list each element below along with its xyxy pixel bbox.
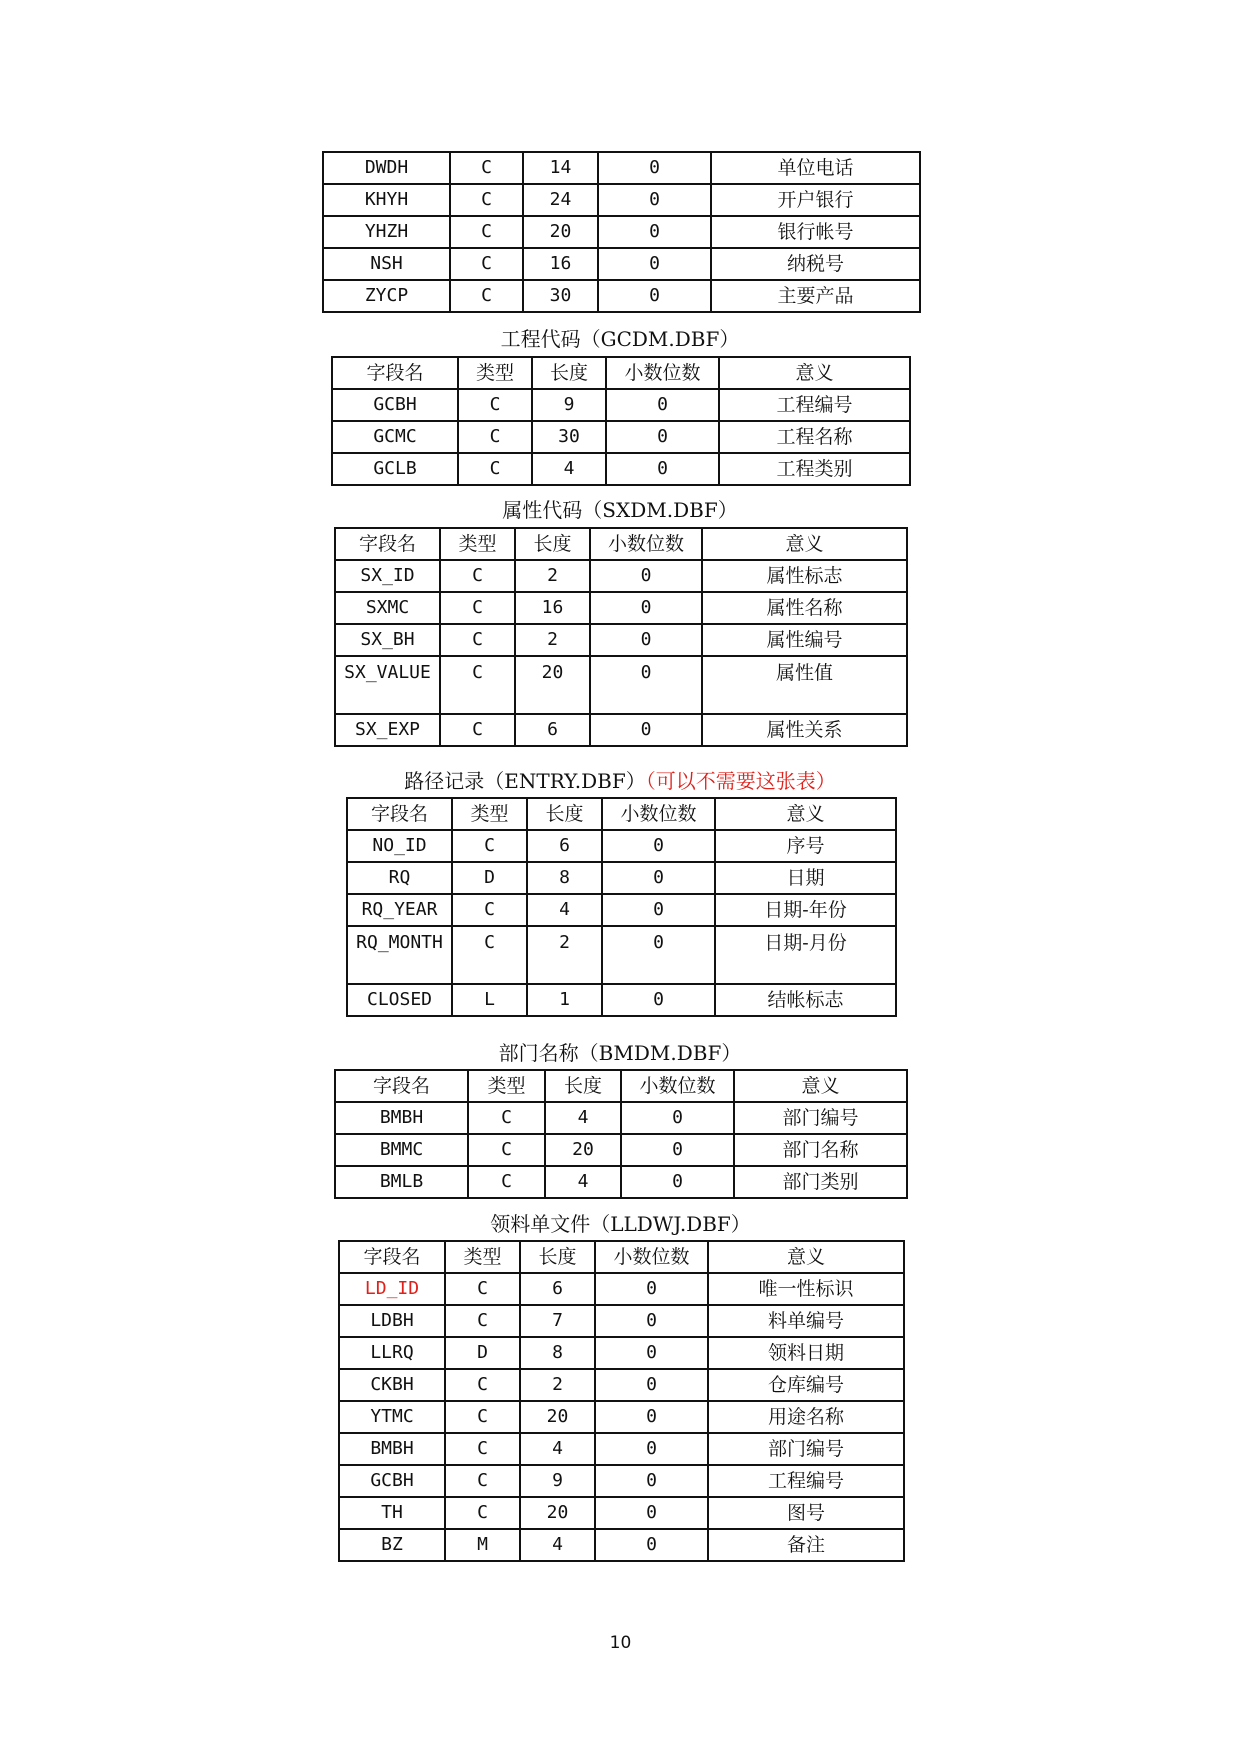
table-cell: 部门编号 xyxy=(734,1102,907,1134)
table-cell: 主要产品 xyxy=(711,280,920,312)
table-cell: 单位电话 xyxy=(711,152,920,184)
table-cell: 图号 xyxy=(708,1497,904,1529)
table-cell: BMLB xyxy=(335,1166,468,1198)
table-body xyxy=(335,560,907,746)
table-cell: NO_ID xyxy=(347,830,452,862)
table-cell: 日期 xyxy=(715,862,896,894)
table-cell: 0 xyxy=(590,656,702,714)
header-cell: 长度 xyxy=(527,798,602,830)
table-cell: 0 xyxy=(590,592,702,624)
table-cell: 2 xyxy=(515,560,590,592)
table-cell: D xyxy=(452,862,527,894)
table-cell: 0 xyxy=(602,894,715,926)
table-cell: 30 xyxy=(523,280,598,312)
table-cell: C xyxy=(450,184,523,216)
table-cell: 0 xyxy=(621,1166,734,1198)
table-cell: 0 xyxy=(598,280,711,312)
field-table xyxy=(334,527,908,747)
header-cell: 类型 xyxy=(452,798,527,830)
table-cell: 2 xyxy=(515,624,590,656)
table-cell: C xyxy=(445,1465,520,1497)
field-table xyxy=(346,797,897,1017)
table-row xyxy=(335,714,907,746)
table-cell: LD_ID xyxy=(339,1273,445,1305)
table-cell: 结帐标志 xyxy=(715,984,896,1016)
table-cell: RQ_YEAR xyxy=(347,894,452,926)
table-cell: C xyxy=(452,830,527,862)
table-cell: C xyxy=(468,1134,545,1166)
table-cell: 20 xyxy=(520,1401,595,1433)
header-cell: 类型 xyxy=(440,528,515,560)
table-cell: 16 xyxy=(523,248,598,280)
table-row xyxy=(339,1401,904,1433)
table-cell: 4 xyxy=(545,1166,621,1198)
table-cell: 7 xyxy=(520,1305,595,1337)
table-cell: 工程类别 xyxy=(719,453,910,485)
table-cell: 0 xyxy=(595,1369,708,1401)
table-cell: 0 xyxy=(590,624,702,656)
table-cell: 4 xyxy=(520,1529,595,1561)
table-cell: 仓库编号 xyxy=(708,1369,904,1401)
table-cell: 属性名称 xyxy=(702,592,907,624)
header-cell: 长度 xyxy=(515,528,590,560)
header-cell: 意义 xyxy=(708,1241,904,1273)
table-cell: 属性关系 xyxy=(702,714,907,746)
table-cell: C xyxy=(445,1369,520,1401)
table-row xyxy=(335,560,907,592)
table-row xyxy=(335,1166,907,1198)
table-cell: C xyxy=(450,152,523,184)
table-cell: 16 xyxy=(515,592,590,624)
table-cell: LLRQ xyxy=(339,1337,445,1369)
table-cell: C xyxy=(452,926,527,984)
table-cell: 部门编号 xyxy=(708,1433,904,1465)
table-cell: 工程编号 xyxy=(719,389,910,421)
table-row xyxy=(347,862,896,894)
table-cell: C xyxy=(468,1166,545,1198)
table-cell: 备注 xyxy=(708,1529,904,1561)
table-cell: 日期-月份 xyxy=(715,926,896,984)
table-cell: 30 xyxy=(532,421,606,453)
table-cell: 属性标志 xyxy=(702,560,907,592)
table-cell: C xyxy=(450,248,523,280)
table-sxdm xyxy=(334,527,908,747)
table-cell: 4 xyxy=(545,1102,621,1134)
table-caption-bmdm: 部门名称（BMDM.DBF） xyxy=(498,1041,742,1065)
table-cell: 0 xyxy=(602,984,715,1016)
table-cell: 4 xyxy=(527,894,602,926)
table-cell: BZ xyxy=(339,1529,445,1561)
table-row xyxy=(323,152,920,184)
table-cell: C xyxy=(445,1401,520,1433)
header-cell: 字段名 xyxy=(339,1241,445,1273)
table-cell: RQ xyxy=(347,862,452,894)
table-cell: SX_ID xyxy=(335,560,440,592)
table-cell: 8 xyxy=(520,1337,595,1369)
table-cell: 14 xyxy=(523,152,598,184)
table-cell: C xyxy=(440,714,515,746)
header-cell: 意义 xyxy=(715,798,896,830)
table-body xyxy=(335,1102,907,1198)
table-cell: NSH xyxy=(323,248,450,280)
table-cell: 0 xyxy=(606,453,719,485)
header-cell: 字段名 xyxy=(347,798,452,830)
table-cell: 0 xyxy=(595,1337,708,1369)
table-cell: CKBH xyxy=(339,1369,445,1401)
table-cell: 用途名称 xyxy=(708,1401,904,1433)
table-cell: 0 xyxy=(595,1497,708,1529)
table-cell: 0 xyxy=(598,216,711,248)
table-row xyxy=(335,1102,907,1134)
table-cell: 领料日期 xyxy=(708,1337,904,1369)
header-cell: 意义 xyxy=(734,1070,907,1102)
table-cell: 纳税号 xyxy=(711,248,920,280)
table-cell: SX_VALUE xyxy=(335,656,440,714)
table-cell: C xyxy=(445,1497,520,1529)
table-cell: C xyxy=(458,389,532,421)
header-cell: 类型 xyxy=(445,1241,520,1273)
table-caption-sxdm: 属性代码（SXDM.DBF） xyxy=(502,498,738,522)
table-cell: 8 xyxy=(527,862,602,894)
table-cell: C xyxy=(440,656,515,714)
table-row xyxy=(347,830,896,862)
table-row xyxy=(339,1337,904,1369)
table-cell: C xyxy=(450,280,523,312)
header-cell: 类型 xyxy=(458,357,532,389)
header-cell: 字段名 xyxy=(332,357,458,389)
table-cell: 2 xyxy=(520,1369,595,1401)
table-cell: 20 xyxy=(545,1134,621,1166)
header-cell: 小数位数 xyxy=(606,357,719,389)
table-cell: YTMC xyxy=(339,1401,445,1433)
field-table xyxy=(338,1240,905,1562)
table-cell: GCBH xyxy=(339,1465,445,1497)
table-cell: 工程编号 xyxy=(708,1465,904,1497)
header-cell: 意义 xyxy=(719,357,910,389)
table-cell: 0 xyxy=(606,389,719,421)
table-cell: 0 xyxy=(595,1433,708,1465)
table-row xyxy=(335,1134,907,1166)
header-cell: 长度 xyxy=(532,357,606,389)
table-row xyxy=(339,1273,904,1305)
table-cell: 0 xyxy=(595,1273,708,1305)
table-cell: C xyxy=(445,1273,520,1305)
table-caption-lldwj: 领料单文件（LLDWJ.DBF） xyxy=(490,1212,751,1236)
table-cell: 日期-年份 xyxy=(715,894,896,926)
table-cell: 0 xyxy=(595,1401,708,1433)
table-cell: 0 xyxy=(595,1305,708,1337)
table-row xyxy=(347,926,896,984)
table-header xyxy=(335,528,907,560)
header-cell: 字段名 xyxy=(335,528,440,560)
table-cell: 0 xyxy=(602,926,715,984)
table-header xyxy=(332,357,910,389)
table-cell: 20 xyxy=(515,656,590,714)
table-cell: 0 xyxy=(621,1134,734,1166)
table-cell: 序号 xyxy=(715,830,896,862)
table-header xyxy=(339,1241,904,1273)
table-cell: YHZH xyxy=(323,216,450,248)
table-row xyxy=(347,894,896,926)
table-cell: 2 xyxy=(527,926,602,984)
table-cell: SX_EXP xyxy=(335,714,440,746)
table-cell: 0 xyxy=(595,1529,708,1561)
table-cell: D xyxy=(445,1337,520,1369)
table-row xyxy=(347,984,896,1016)
table-cell: 0 xyxy=(598,152,711,184)
table-bmdm xyxy=(334,1069,908,1199)
table-cell: SXMC xyxy=(335,592,440,624)
table-cell: 工程名称 xyxy=(719,421,910,453)
table-row xyxy=(335,656,907,714)
header-cell: 小数位数 xyxy=(621,1070,734,1102)
table-cell: 20 xyxy=(523,216,598,248)
table-cell: 6 xyxy=(527,830,602,862)
table-cell: 9 xyxy=(520,1465,595,1497)
table-body xyxy=(347,830,896,1016)
table-caption-entry xyxy=(300,765,940,794)
table-cell: C xyxy=(468,1102,545,1134)
header-cell: 小数位数 xyxy=(602,798,715,830)
field-table xyxy=(331,356,911,486)
table-cell: 1 xyxy=(527,984,602,1016)
table-body xyxy=(323,152,920,312)
caption-title: 路径记录（ENTRY.DBF） xyxy=(404,769,646,793)
table-cell: 0 xyxy=(595,1465,708,1497)
header-cell: 意义 xyxy=(702,528,907,560)
table-cell: CLOSED xyxy=(347,984,452,1016)
table-row xyxy=(323,280,920,312)
table-cell: 0 xyxy=(598,184,711,216)
table-cell: 6 xyxy=(520,1273,595,1305)
header-cell: 小数位数 xyxy=(590,528,702,560)
table-row xyxy=(332,421,910,453)
header-row xyxy=(332,357,910,389)
table-cell: 属性值 xyxy=(702,656,907,714)
table-cell: 0 xyxy=(602,830,715,862)
table-cell: BMMC xyxy=(335,1134,468,1166)
header-cell: 类型 xyxy=(468,1070,545,1102)
table-lldwj xyxy=(338,1240,905,1562)
table-cell: C xyxy=(450,216,523,248)
table-row xyxy=(339,1465,904,1497)
header-row xyxy=(335,1070,907,1102)
table-row xyxy=(323,248,920,280)
table-cell: DWDH xyxy=(323,152,450,184)
table-cell: 银行帐号 xyxy=(711,216,920,248)
table-row xyxy=(339,1369,904,1401)
table-cell: 4 xyxy=(520,1433,595,1465)
table-cell: GCMC xyxy=(332,421,458,453)
table-cell: C xyxy=(458,421,532,453)
table-row xyxy=(339,1433,904,1465)
page-number: 10 xyxy=(609,1633,632,1653)
header-row xyxy=(335,528,907,560)
table-cell: 24 xyxy=(523,184,598,216)
table-cell: C xyxy=(445,1433,520,1465)
header-cell: 字段名 xyxy=(335,1070,468,1102)
table-row xyxy=(332,453,910,485)
field-table xyxy=(322,151,921,313)
table-cell: BMBH xyxy=(339,1433,445,1465)
table-cell: 0 xyxy=(590,714,702,746)
field-table xyxy=(334,1069,908,1199)
table-row xyxy=(332,389,910,421)
table-cell: C xyxy=(440,624,515,656)
table-cell: 0 xyxy=(606,421,719,453)
table-cell: M xyxy=(445,1529,520,1561)
table-continued xyxy=(322,151,921,313)
table-cell: ZYCP xyxy=(323,280,450,312)
table-cell: C xyxy=(458,453,532,485)
table-cell: 料单编号 xyxy=(708,1305,904,1337)
table-body xyxy=(339,1273,904,1561)
table-cell: RQ_MONTH xyxy=(347,926,452,984)
table-row xyxy=(323,184,920,216)
table-row xyxy=(339,1305,904,1337)
table-cell: C xyxy=(440,560,515,592)
table-body xyxy=(332,389,910,485)
header-cell: 小数位数 xyxy=(595,1241,708,1273)
table-cell: 唯一性标识 xyxy=(708,1273,904,1305)
table-cell: C xyxy=(452,894,527,926)
table-cell: LDBH xyxy=(339,1305,445,1337)
table-gcdm xyxy=(331,356,911,486)
table-entry xyxy=(346,797,897,1017)
table-cell: 0 xyxy=(602,862,715,894)
table-cell: 20 xyxy=(520,1497,595,1529)
table-row xyxy=(335,624,907,656)
table-caption-gcdm: 工程代码（GCDM.DBF） xyxy=(500,327,740,351)
table-cell: TH xyxy=(339,1497,445,1529)
header-row xyxy=(339,1241,904,1273)
table-cell: 0 xyxy=(621,1102,734,1134)
table-cell: 9 xyxy=(532,389,606,421)
table-row xyxy=(335,592,907,624)
header-row xyxy=(347,798,896,830)
table-row xyxy=(323,216,920,248)
table-cell: L xyxy=(452,984,527,1016)
table-cell: 0 xyxy=(598,248,711,280)
table-cell: 部门类别 xyxy=(734,1166,907,1198)
table-cell: 开户银行 xyxy=(711,184,920,216)
table-header xyxy=(335,1070,907,1102)
table-cell: 0 xyxy=(590,560,702,592)
header-cell: 长度 xyxy=(545,1070,621,1102)
table-header xyxy=(347,798,896,830)
table-cell: 4 xyxy=(532,453,606,485)
table-cell: KHYH xyxy=(323,184,450,216)
table-cell: 部门名称 xyxy=(734,1134,907,1166)
table-cell: C xyxy=(445,1305,520,1337)
table-cell: SX_BH xyxy=(335,624,440,656)
table-cell: GCLB xyxy=(332,453,458,485)
table-cell: BMBH xyxy=(335,1102,468,1134)
table-cell: 属性编号 xyxy=(702,624,907,656)
header-cell: 长度 xyxy=(520,1241,595,1273)
table-row xyxy=(339,1529,904,1561)
table-cell: GCBH xyxy=(332,389,458,421)
caption-note: （可以不需要这张表） xyxy=(645,769,836,793)
table-row xyxy=(339,1497,904,1529)
table-cell: C xyxy=(440,592,515,624)
table-cell: 6 xyxy=(515,714,590,746)
